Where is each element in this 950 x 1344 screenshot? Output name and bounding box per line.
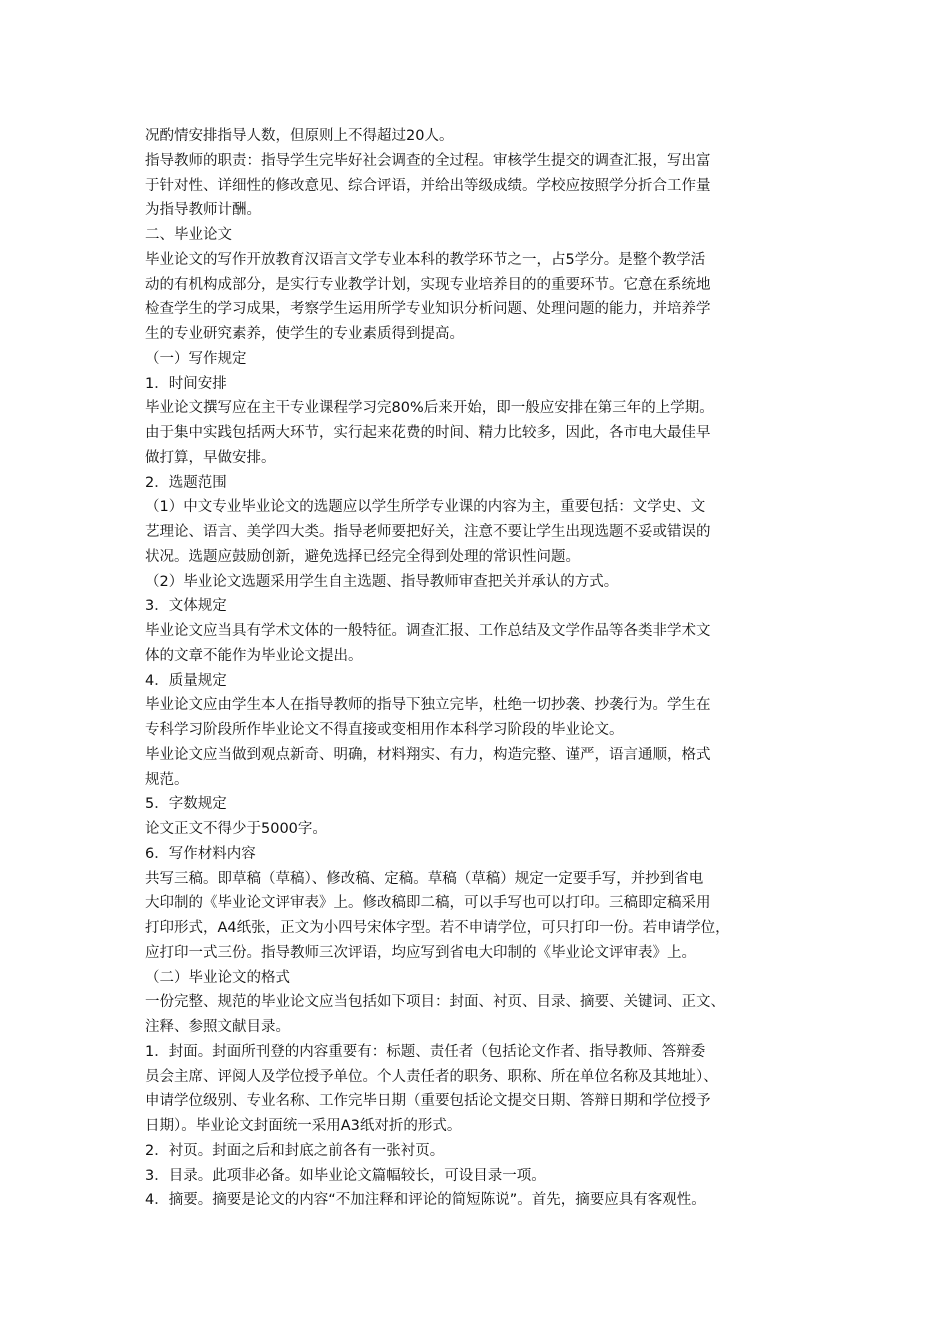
text-line: 申请学位级别、专业名称、工作完毕日期（重要包括论文提交日期、答辩日期和学位授予 [145,1093,711,1110]
text-line: 规范。 [145,771,189,788]
text-line: 大印制的《毕业论文评审表》上。修改稿即二稿，可以手写也可以打印。三稿即定稿采用 [145,895,711,912]
text-line: 共写三稿。即草稿（草稿）、修改稿、定稿。草稿（草稿）规定一定要手写，并抄到省电 [145,870,704,887]
text-line: 专科学习阶段所作毕业论文不得直接或变相用作本科学习阶段的毕业论文。 [145,722,624,738]
text-line: 论文正文不得少于5000字。 [145,821,327,837]
item-heading: 2．选题范围 [145,474,227,491]
text-line: 员会主席、评阅人及学位授予单位。个人责任者的职务、职称、所在单位名称及其地址）、 [145,1068,718,1085]
item-heading: 6．写作材料内容 [145,845,256,862]
text-line: 毕业论文应当做到观点新奇、明确，材料翔实、有力，构造完整、谨严，语言通顺，格式 [145,746,711,763]
text-line: 体的文章不能作为毕业论文提出。 [145,647,363,664]
text-line: 做打算，早做安排。 [145,449,276,466]
text-line: 应打印一式三份。指导教师三次评语，均应写到省电大印制的《毕业论文评审表》上。 [145,944,696,961]
item-heading: 4．质量规定 [145,672,227,689]
text-line: 艺理论、语言、美学四大类。指导老师要把好关，注意不要让学生出现选题不妥或错误的 [145,524,711,540]
item-heading: 3．文体规定 [145,598,227,615]
text-line: 指导教师的职责：指导学生完毕好社会调查的全过程。审核学生提交的调查汇报，写出富 [145,152,711,169]
text-line: 注释、参照文献目录。 [145,1019,290,1035]
subsection-heading: （一）写作规定 [145,350,247,367]
text-line: 日期）。毕业论文封面统一采用A3纸对折的形式。 [145,1118,462,1134]
text-line: 状况。选题应鼓励创新，避免选择已经完全得到处理的常识性问题。 [145,548,580,565]
text-line: 毕业论文撰写应在主干专业课程学习完80%后来开始，即一般应安排在第三年的上学期。 [145,400,714,417]
subsection-heading: （二）毕业论文的格式 [145,969,290,986]
text-line: 检查学生的学习成果，考察学生运用所学专业知识分析问题、处理问题的能力，并培养学 [145,301,711,318]
text-line: 由于集中实践包括两大环节，实行起来花费的时间、精力比较多，因此，各市电大最佳早 [145,425,711,441]
text-line: 于针对性、详细性的修改意见、综合评语，并给出等级成绩。学校应按照学分折合工作量 [145,177,711,194]
text-line: 4．摘要。摘要是论文的内容“不加注释和评论的简短陈说”。首先，摘要应具有客观性。 [145,1192,706,1209]
text-line: 1．封面。封面所刊登的内容重要有：标题、责任者（包括论文作者、指导教师、答辩委 [145,1043,706,1060]
text-line: 况酌情安排指导人数，但原则上不得超过20人。 [145,128,454,144]
text-line: 生的专业研究素养，使学生的专业素质得到提高。 [145,326,464,342]
text-line: 毕业论文的写作开放教育汉语言文学专业本科的教学环节之一，占5学分。是整个教学活 [145,251,706,268]
item-heading: 5．字数规定 [145,796,227,813]
text-line: 动的有机构成部分，是实行专业教学计划，实现专业培养目的的重要环节。它意在系统地 [145,276,711,293]
text-line: 3．目录。此项非必备。如毕业论文篇幅较长，可设目录一项。 [145,1167,546,1184]
text-line: 一份完整、规范的毕业论文应当包括如下项目：封面、衬页、目录、摘要、关键词、正文、 [145,994,725,1011]
text-line: 毕业论文应由学生本人在指导教师的指导下独立完毕，杜绝一切抄袭、抄袭行为。学生在 [145,697,711,714]
section-heading: 二、毕业论文 [145,227,232,243]
text-line: （1）中文专业毕业论文的选题应以学生所学专业课的内容为主，重要包括：文学史、文 [145,499,706,516]
text-line: 为指导教师计酬。 [145,202,261,219]
document-page [145,124,825,1213]
text-line: 2．衬页。封面之后和封底之前各有一张衬页。 [145,1142,445,1159]
text-line: 毕业论文应当具有学术文体的一般特征。调查汇报、工作总结及文学作品等各类非学术文 [145,623,711,639]
item-heading: 1．时间安排 [145,375,227,392]
text-line: （2）毕业论文选题采用学生自主选题、指导教师审查把关并承认的方式。 [145,573,619,590]
text-line: 打印形式，A4纸张，正文为小四号宋体字型。若不申请学位，可只打印一份。若申请学位， [145,920,730,936]
